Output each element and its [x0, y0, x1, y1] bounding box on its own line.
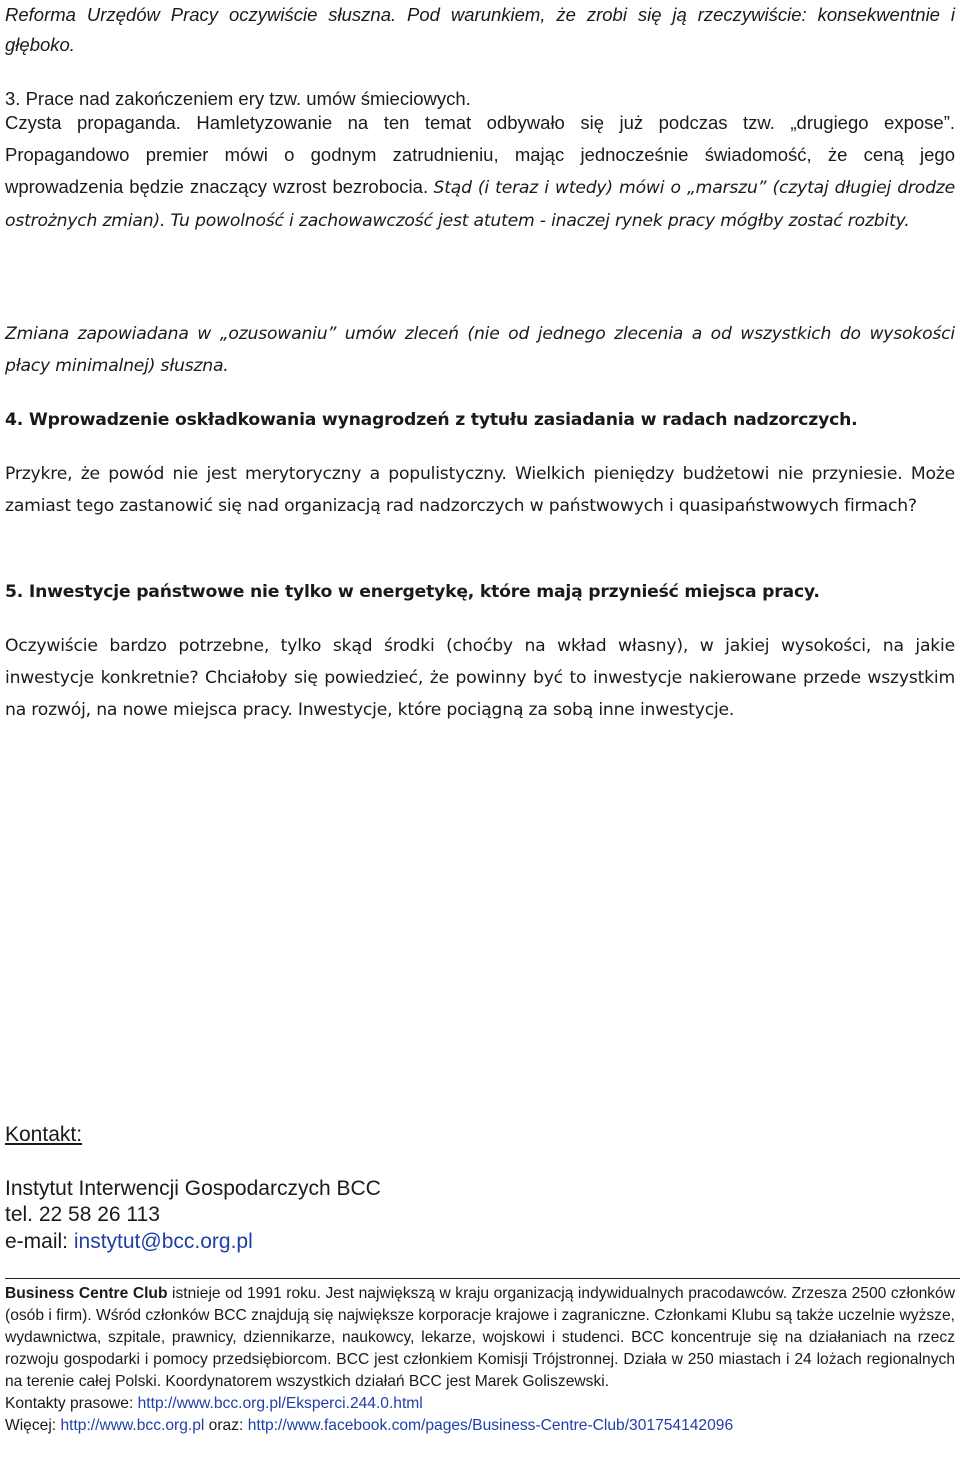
contact-email-line [5, 1229, 253, 1255]
footer-more-label: Więcej: [5, 1417, 61, 1434]
contact-email-link[interactable]: instytut@bcc.org.pl [73, 1230, 253, 1253]
footer-bcc-link[interactable]: http://www.bcc.org.pl [60, 1417, 205, 1434]
footer-more-separator: oraz: [204, 1417, 248, 1434]
paragraph-marsz-text: Stąd (i teraz i wtedy) mówi o „marszu” (czytaj długiej drodze ostrożnych zmian). Tu powolność i zachowawczość jest atutem - inaczej rynek pracy mógłby zostać rozbity. [5, 178, 955, 231]
heading-section-4: 4. Wprowadzenie oskładkowania wynagrodzeń z tytułu zasiadania w radach nadzorczych. [5, 410, 858, 430]
contact-organization: Instytut Interwencji Gospodarczych BCC [5, 1177, 381, 1200]
footer-club-name: Business Centre Club [5, 1285, 168, 1302]
footer-press-label: Kontakty prasowe: [5, 1395, 138, 1412]
paragraph-rady-nadzorcze: Przykre, że powód nie jest merytoryczny a populistyczny. Wielkich pieniędzy budżetowi nie przyniesie. Może zamiast tego zastanowić się nad organizacją rad nadzorczych w państwowych i quasipaństwowych firmach? [5, 464, 955, 516]
paragraph-inwestycje: Oczywiście bardzo potrzebne, tylko skąd środki (choćby na wkład własny), w jakiej wysokości, na jakie inwestycje konkretnie? Chciałoby się powiedzieć, że powinny być to inwestycje nakierowane przede wszystkim na rozwój, na nowe miejsca pracy. Inwestycje, które pociągną za sobą inne inwestycje. [5, 636, 955, 720]
heading-section-3: 3. Prace nad zakończeniem ery tzw. umów śmieciowych. [5, 88, 471, 109]
footer-facebook-link[interactable]: http://www.facebook.com/pages/Business-Centre-Club/301754142096 [247, 1417, 734, 1434]
footer-divider [5, 1278, 960, 1279]
contact-heading: Kontakt: [5, 1123, 83, 1146]
paragraph-propaganda [5, 107, 955, 237]
paragraph-ozusowanie: Zmiana zapowiadana w „ozusowaniu” umów zleceń (nie od jednego zlecenia a od wszystkich do wysokości płacy minimalnej) słuszna. [5, 324, 955, 376]
contact-email-label: e-mail: [5, 1230, 74, 1253]
footer-description: istnieje od 1991 roku. Jest największą w kraju organizacją indywidualnych pracodawców. Zrzesza 2500 członków (osób i firm). Wśród członków BCC znajdują się największe korporacje krajowe i zagraniczne. Członkami Klubu są także uczelnie wyższe, wydawnictwa, szpitale, prawnicy, dziennikarze, naukowcy, lekarze, wojskowi i studenci. BCC koncentruje się na działaniach na rzecz rozwoju gospodarki i pomocy przedsiębiorcom. BCC jest członkiem Komisji Trójstronnej. Działa w 250 miastach i 24 lożach regionalnych na terenie całej Polski. Koordynatorem wszystkich działań BCC jest Marek Goliszewski. [5, 1285, 955, 1390]
paragraph-reforma: Reforma Urzędów Pracy oczywiście słuszna. Pod warunkiem, że zrobi się ją rzeczywiście: konsekwentnie i głęboko. [5, 4, 955, 55]
contact-phone: tel. 22 58 26 113 [5, 1203, 160, 1226]
footer-press-link[interactable]: http://www.bcc.org.pl/Eksperci.244.0.html [137, 1395, 423, 1412]
paragraph-propaganda-text: Czysta propaganda. Hamletyzowanie na ten temat odbywało się już podczas tzw. „drugiego expose”. Propagandowo premier mówi o godnym zatrudnieniu, mając jednocześnie świadomość, że ceną jego wprowadzenia będzie znaczący wzrost bezrobocia. [5, 112, 955, 197]
heading-section-5: 5. Inwestycje państwowe nie tylko w energetykę, które mają przynieść miejsca pracy. [5, 582, 820, 602]
footer-about-bcc [5, 1283, 955, 1437]
